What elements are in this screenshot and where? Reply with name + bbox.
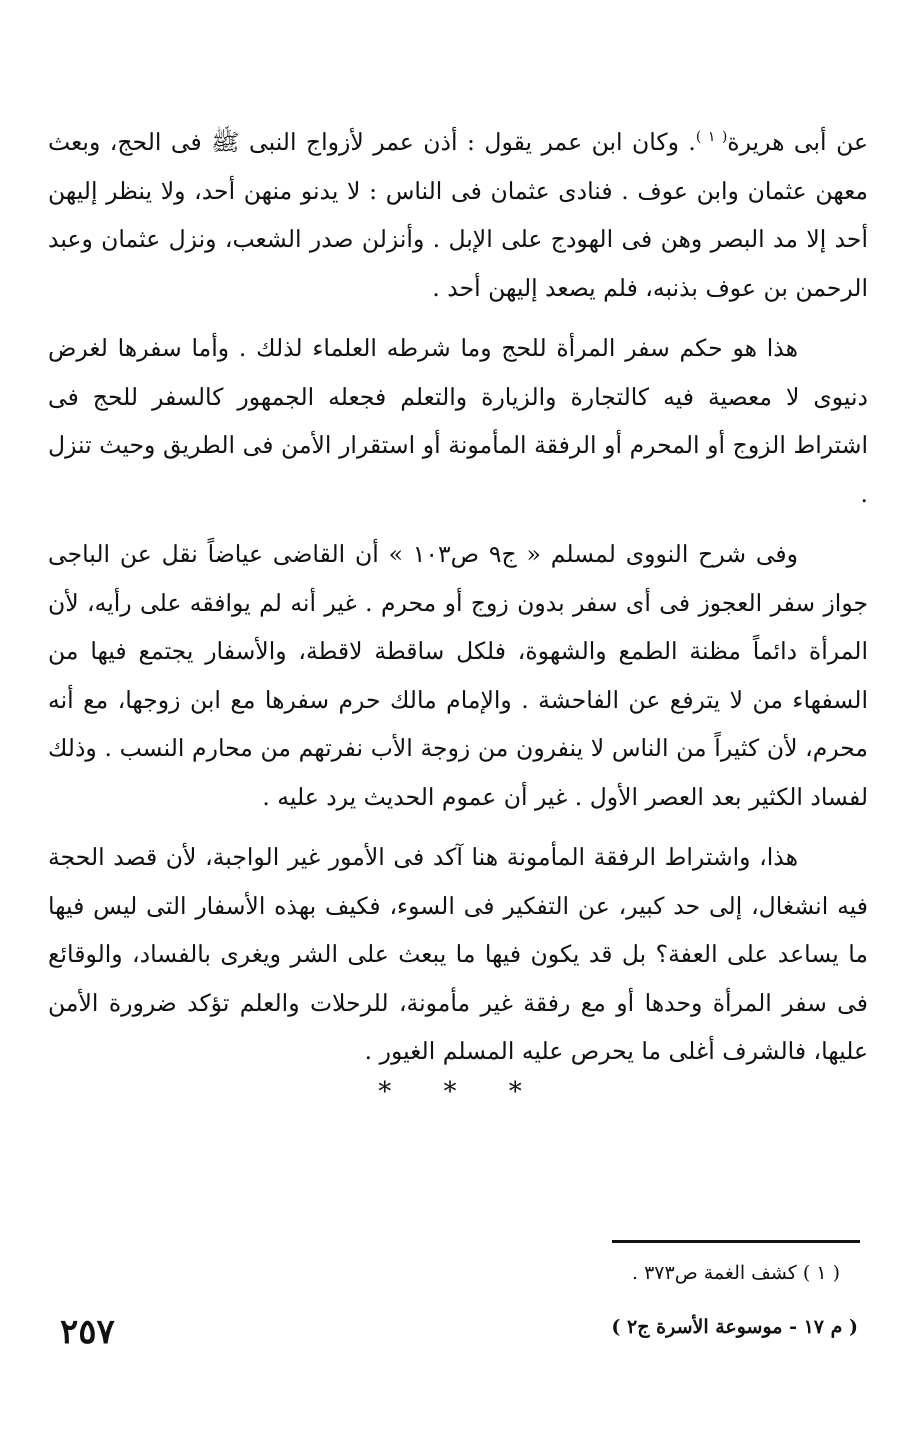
paragraph-1-body: . وكان ابن عمر يقول : أذن عمر لأزواج النبى ﷺ فى الحج، وبعث معهن عثمان وابن عوف . فنادى عثمان فى الناس : لا يدنو منهن أحد، ولا ينظر إليهن أحد إلا مد البصر وهن فى الهودج على الإبل . وأنزلن صدر الشعب، ونزل عثمان وعبد الرحمن بن عوف بذنبه، فلم يصعد إليهن أحد . [48,128,868,302]
footnote-divider [612,1240,860,1243]
paragraph-4: هذا، واشتراط الرفقة المأمونة هنا آكد فى الأمور غير الواجبة، لأن قصد الحجة فيه انشغال، إلى حد كبير، عن التفكير فى السوء، فكيف بهذه الأسفار التى ليس فيها ما يساعد على العفة؟ بل قد يكون فيها ما يبعث على الشر ويغرى بالفساد، والوقائع فى سفر المرأة وحدها أو مع رفقة غير مأمونة، للرحلات والعلم تؤكد ضرورة الأمن عليها، فالشرف أغلى ما يحرص عليه المسلم الغيور . [48,843,868,1065]
paragraph-2: هذا هو حكم سفر المرأة للحج وما شرطه العلماء لذلك . وأما سفرها لغرض دنيوى لا معصية فيه كالتجارة والزيارة والتعلم فجعله الجمهور كالسفر للحج فى اشتراط الزوج أو المحرم أو الرفقة المأمونة أو استقرار الأمن فى الطريق وحيث تنزل . [48,334,868,508]
paragraph-1-lead: عن أبى هريرة [727,128,868,156]
section-separator: * * * [378,1077,544,1107]
footnote: ( ١ ) كشف الغمة ص٣٧٣ . [632,1262,840,1284]
paragraph-3: وفى شرح النووى لمسلم « ج٩ ص١٠٣ » أن القاضى عياضاً نقل عن الباجى جواز سفر العجوز فى أى سفر بدون زوج أو محرم . غير أنه لم يوافقه على رأيه، لأن المرأة دائماً مظنة الطمع والشهوة، فلكل ساقطة لاقطة، والأسفار يجتمع فيها من السفهاء من لا يترفع عن الفاحشة . والإمام مالك حرم سفرها مع ابن زوجها، مع أنه محرم، لأن كثيراً من الناس لا ينفرون من زوجة الأب نفرتهم من محارم النسب . وذلك لفساد الكثير بعد العصر الأول . غير أن عموم الحديث يرد عليه . [48,540,868,811]
page-number: ٢٥٧ [60,1312,115,1352]
printer-signature: ( م ١٧ - موسوعة الأسرة ج٢ ) [611,1316,858,1338]
main-text [48,118,868,1088]
paragraph-1 [48,118,868,312]
footnote-reference[interactable]: ( ١ ) [695,129,728,146]
